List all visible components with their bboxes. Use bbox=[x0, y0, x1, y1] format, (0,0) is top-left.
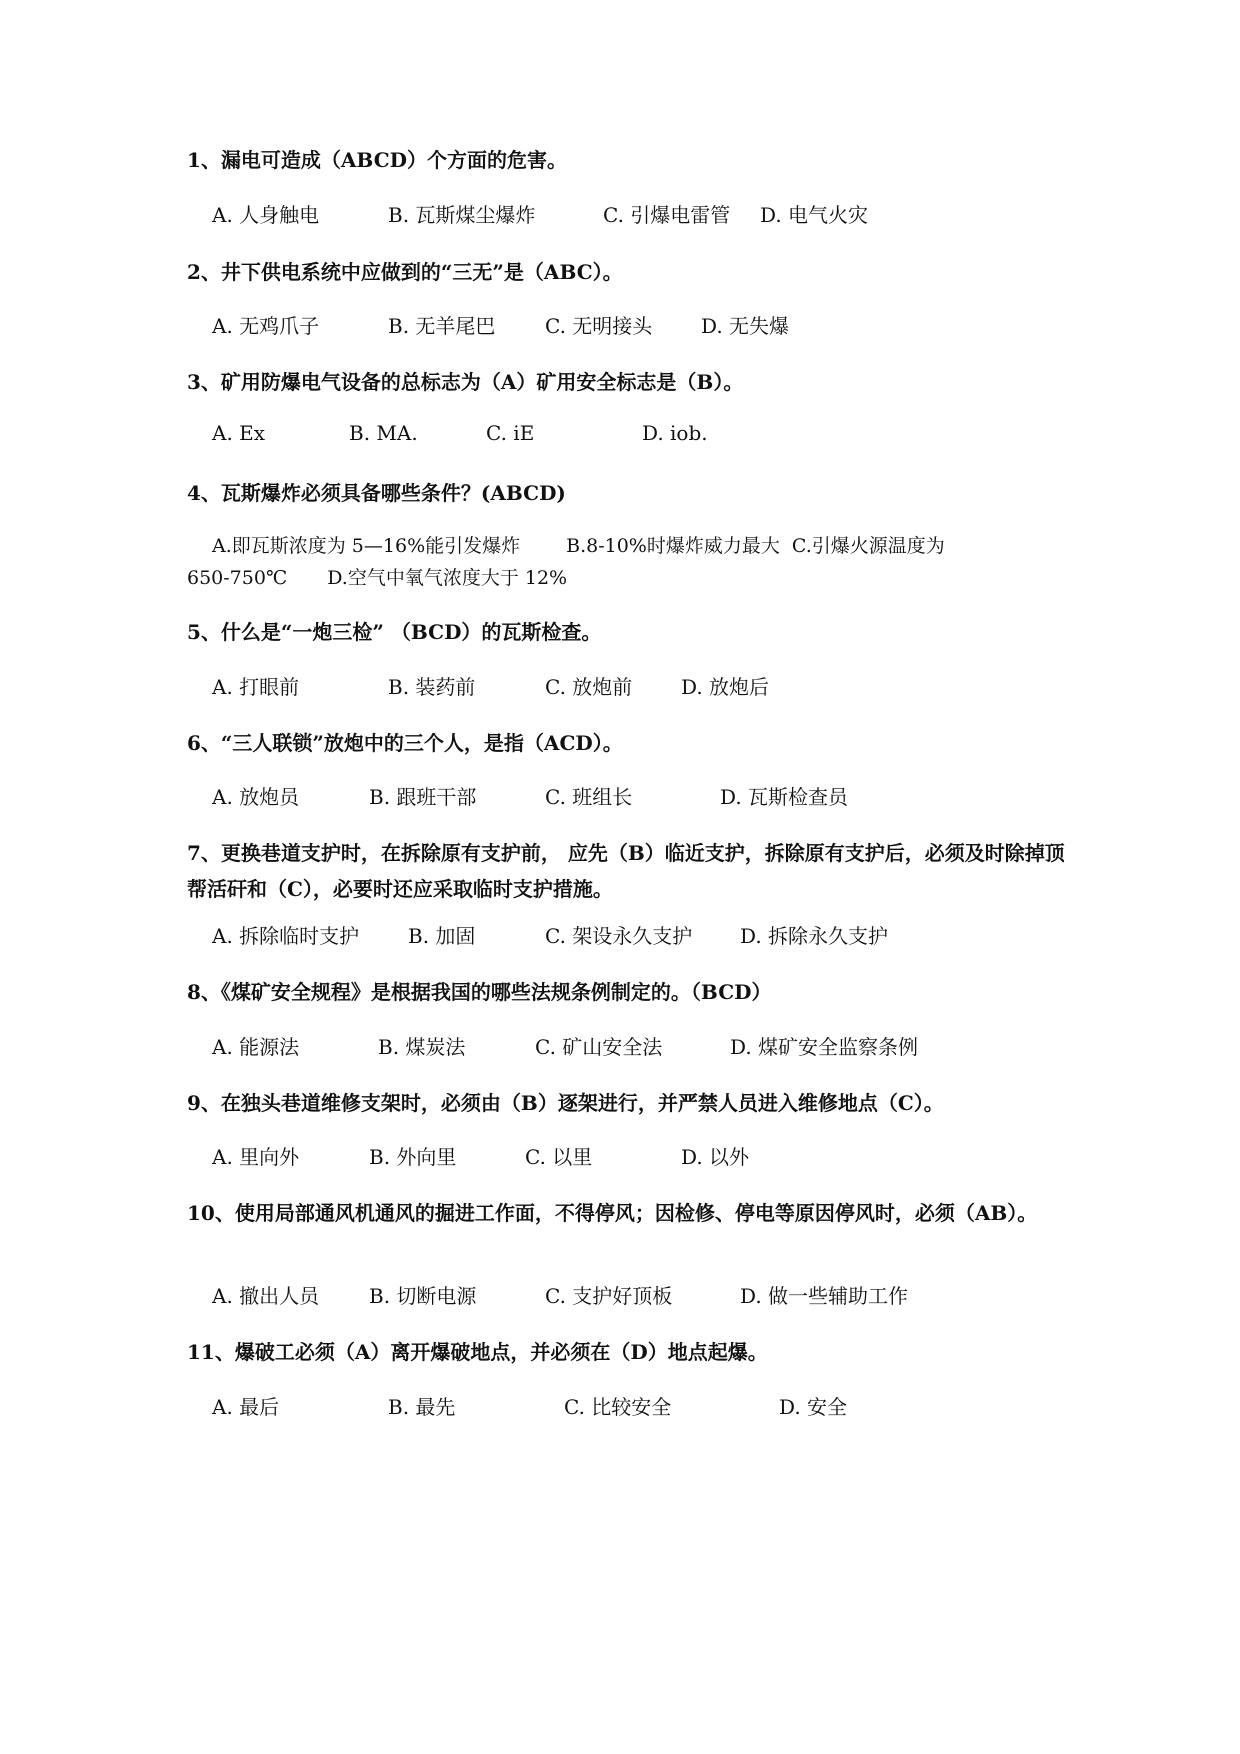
option-c: C. 无明接头 bbox=[545, 314, 653, 338]
option-c: C. 放炮前 bbox=[545, 675, 633, 699]
option-c: C. 比较安全 bbox=[564, 1395, 672, 1419]
question-2-options bbox=[0, 310, 1240, 344]
option-c: C. 引爆电雷管 bbox=[603, 203, 731, 227]
question-11: 11、爆破工必须（A）离开爆破地点，并必须在（D）地点起爆。 bbox=[187, 1340, 768, 1364]
option-a: A. 人身触电 bbox=[212, 203, 320, 227]
option-a: A. 能源法 bbox=[212, 1035, 300, 1059]
option-b: B. 加固 bbox=[408, 924, 476, 948]
option-b: B. 最先 bbox=[388, 1395, 456, 1419]
option-b: B. 切断电源 bbox=[369, 1284, 477, 1308]
option-b: B. 瓦斯煤尘爆炸 bbox=[388, 203, 536, 227]
question-1-options bbox=[0, 199, 1240, 233]
option-d: D. 拆除永久支护 bbox=[740, 924, 889, 948]
option-c: C. 支护好顶板 bbox=[545, 1284, 673, 1308]
question-11-options bbox=[0, 1391, 1240, 1425]
question-7-options bbox=[0, 920, 1240, 954]
question-2: 2、井下供电系统中应做到的“三无”是（ABC）。 bbox=[187, 260, 623, 284]
option-b: B. 煤炭法 bbox=[378, 1035, 466, 1059]
option-a: A. 放炮员 bbox=[212, 785, 300, 809]
option-d: D. iob. bbox=[642, 421, 708, 445]
question-4-options bbox=[187, 530, 1067, 594]
option-d: D. 瓦斯检查员 bbox=[720, 785, 849, 809]
option-a: A. 最后 bbox=[212, 1395, 280, 1419]
option-b: B. 外向里 bbox=[369, 1145, 457, 1169]
option-c: C. iE bbox=[486, 421, 535, 445]
option-c: C. 矿山安全法 bbox=[535, 1035, 663, 1059]
option-d: D. 电气火灾 bbox=[760, 203, 869, 227]
option-a: A. 无鸡爪子 bbox=[212, 314, 320, 338]
option-a: A. 里向外 bbox=[212, 1145, 300, 1169]
option-d: D. 以外 bbox=[681, 1145, 750, 1169]
option-c: C.引爆火源温度为 bbox=[791, 535, 945, 557]
question-4: 4、瓦斯爆炸必须具备哪些条件？(ABCD) bbox=[187, 481, 566, 505]
option-b: B. 无羊尾巴 bbox=[388, 314, 496, 338]
question-10: 10、使用局部通风机通风的掘进工作面，不得停风；因检修、停电等原因停风时，必须（AB）。 bbox=[187, 1201, 1038, 1225]
question-9-options bbox=[0, 1141, 1240, 1175]
option-d: D. 安全 bbox=[779, 1395, 848, 1419]
option-d: D. 煤矿安全监察条例 bbox=[730, 1035, 919, 1059]
question-5: 5、什么是“一炮三检” （BCD）的瓦斯检查。 bbox=[187, 620, 602, 644]
question-9: 9、在独头巷道维修支架时，必须由（B）逐架进行，并严禁人员进入维修地点（C）。 bbox=[187, 1091, 944, 1115]
option-a: A. 打眼前 bbox=[212, 675, 300, 699]
option-b: B. 跟班干部 bbox=[369, 785, 477, 809]
question-1: 1、漏电可造成（ABCD）个方面的危害。 bbox=[187, 148, 567, 172]
option-a: A. Ex bbox=[212, 421, 266, 445]
option-a: A. 撤出人员 bbox=[212, 1284, 320, 1308]
option-a: A.即瓦斯浓度为 5—16%能引发爆炸 bbox=[212, 535, 521, 557]
question-6: 6、“三人联锁”放炮中的三个人，是指（ACD）。 bbox=[187, 731, 623, 755]
option-a: A. 拆除临时支护 bbox=[212, 924, 360, 948]
option-c: C. 以里 bbox=[525, 1145, 593, 1169]
option-b: B. 装药前 bbox=[388, 675, 476, 699]
option-d: D. 无失爆 bbox=[701, 314, 790, 338]
option-b: B. MA. bbox=[349, 421, 418, 445]
question-3-options bbox=[0, 421, 1240, 455]
option-c-continued: 650-750℃ bbox=[187, 567, 288, 589]
question-5-options bbox=[0, 671, 1240, 705]
option-c: C. 架设永久支护 bbox=[545, 924, 693, 948]
option-d: D.空气中氧气浓度大于 12% bbox=[327, 567, 568, 589]
option-d: D. 做一些辅助工作 bbox=[740, 1284, 909, 1308]
question-7: 7、更换巷道支护时，在拆除原有支护前， 应先（B）临近支护，拆除原有支护后，必须及时除掉顶帮活矸和（C），必要时还应采取临时支护措施。 bbox=[187, 841, 1065, 901]
question-8: 8、《煤矿安全规程》是根据我国的哪些法规条例制定的。（BCD） bbox=[187, 980, 772, 1004]
question-8-options bbox=[0, 1031, 1240, 1065]
question-6-options bbox=[0, 781, 1240, 815]
question-10-options bbox=[0, 1280, 1240, 1314]
option-b: B.8-10%时爆炸威力最大 bbox=[566, 535, 780, 557]
option-c: C. 班组长 bbox=[545, 785, 633, 809]
option-d: D. 放炮后 bbox=[681, 675, 770, 699]
question-3: 3、矿用防爆电气设备的总标志为（A）矿用安全标志是（B）。 bbox=[187, 370, 744, 394]
